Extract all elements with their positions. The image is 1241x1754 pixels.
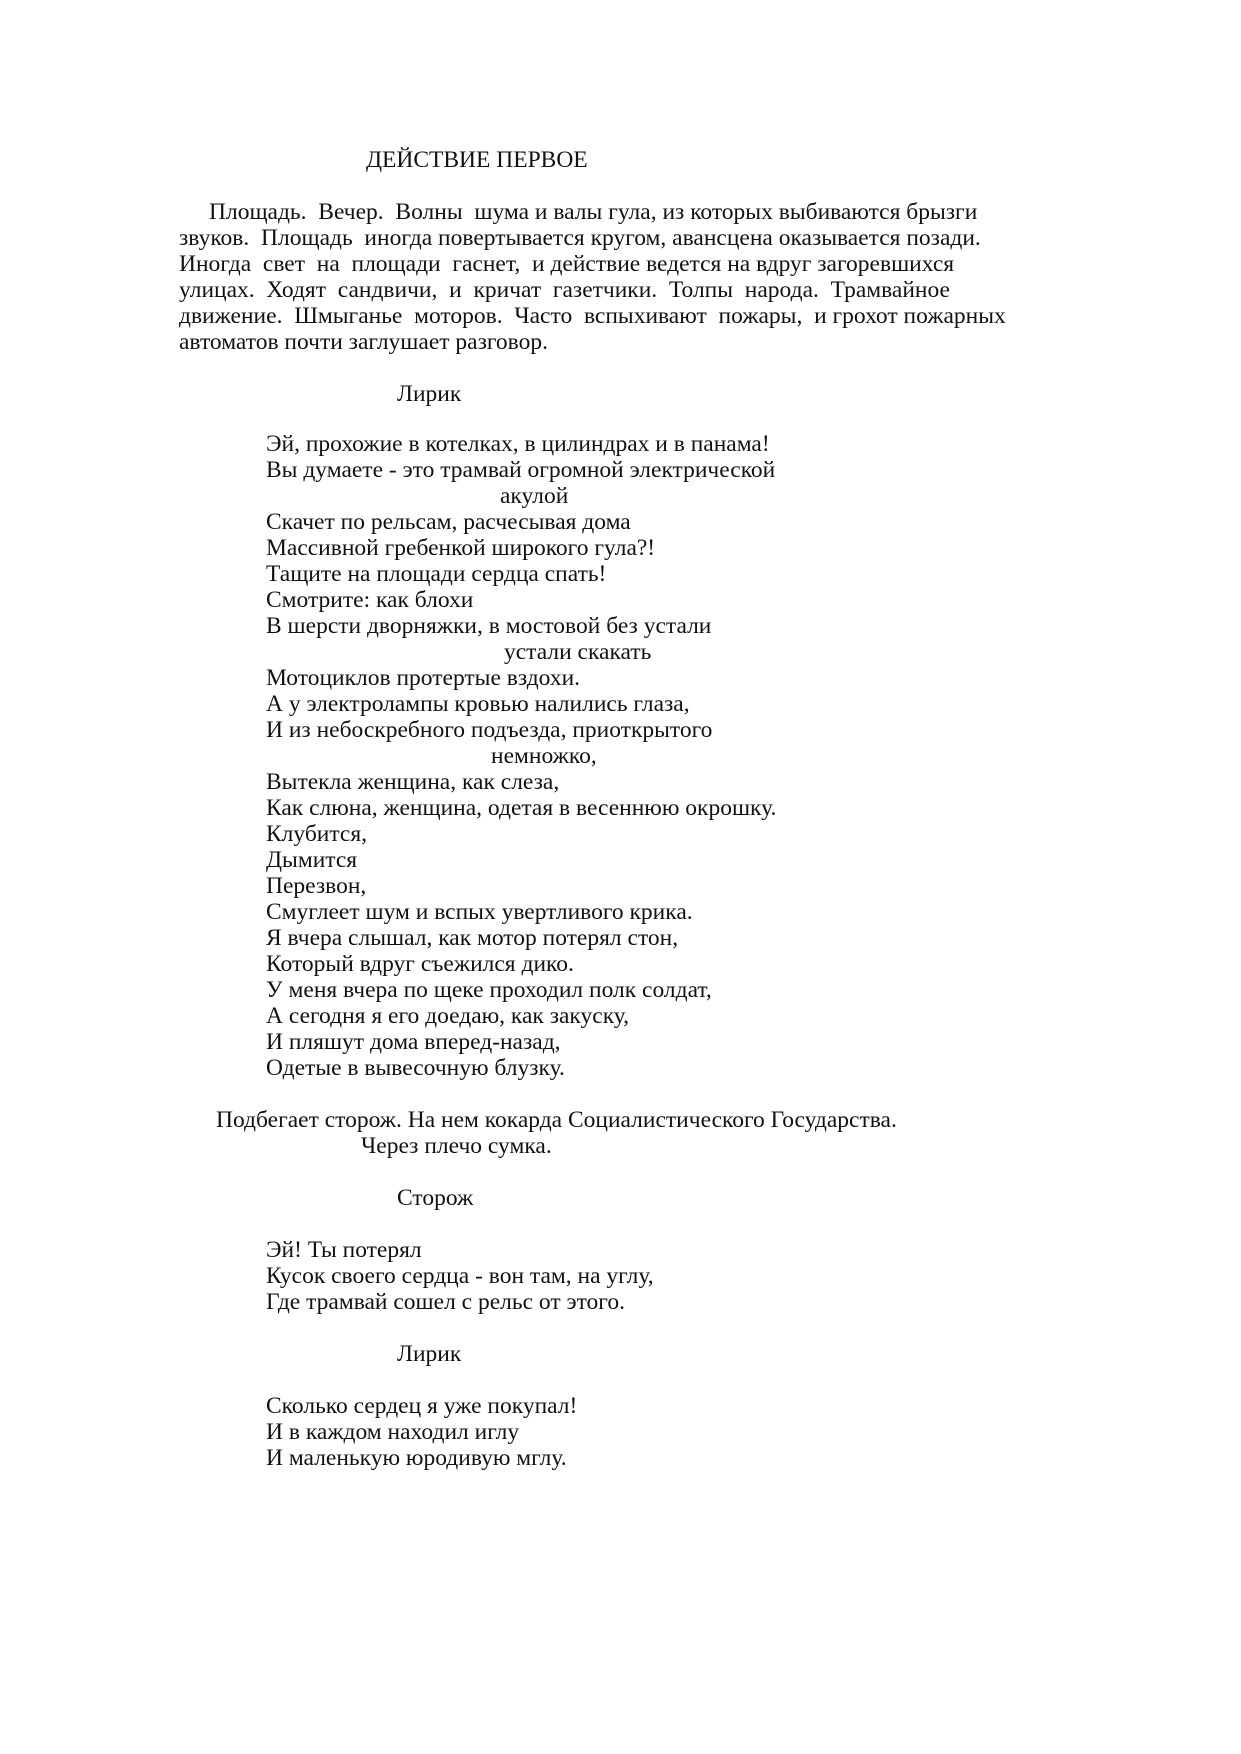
stage-direction-line: Подбегает сторож. На нем кокарда Социалистического Государства. [216,1107,897,1133]
verse-line: Эй, прохожие в котелках, в цилиндрах и в панама! [266,431,770,457]
verse-line: У меня вчера по щеке проходил полк солдат, [266,977,712,1003]
verse-line: Как слюна, женщина, одетая в весеннюю окрошку. [266,795,777,821]
verse-line: Вы думаете - это трамвай огромной электрической [266,457,776,483]
verse-line: Смуглеет шум и вспых увертливого крика. [266,899,693,925]
verse-line: И из небоскребного подъезда, приоткрытого [266,717,713,743]
verse-line: И в каждом находил иглу [266,1419,520,1445]
verse-line: Перезвон, [266,873,367,899]
verse-line: Клубится, [266,821,368,847]
verse-line-continuation: устали скакать [504,639,652,665]
stage-direction-line: Через плечо сумка. [361,1133,552,1159]
verse-line: Я вчера слышал, как мотор потерял стон, [266,925,679,951]
verse-line: Вытекла женщина, как слеза, [266,769,560,795]
verse-line: Который вдруг съежился дико. [266,951,574,977]
verse-line: Кусок своего сердца - вон там, на углу, [266,1263,654,1289]
verse-line: А сегодня я его доедаю, как закуску, [266,1003,630,1029]
verse-line: Массивной гребенкой широкого гула?! [266,535,656,561]
speaker-name: Лирик [397,1341,462,1367]
verse-line: Эй! Ты потерял [266,1237,422,1263]
verse-line: Тащите на площади сердца спать! [266,561,607,587]
verse-line: Дымится [266,847,358,873]
stage-direction-line: звуков. Площадь иногда повертывается кругом, авансцена оказывается позади. [179,225,981,251]
speaker-name: Сторож [397,1185,474,1211]
stage-direction-line: автоматов почти заглушает разговор. [179,329,548,355]
stage-direction-line: Иногда свет на площади гаснет, и действие ведется на вдруг загоревшихся [179,251,955,277]
stage-direction-line: улицах. Ходят сандвичи, и кричат газетчики. Толпы народа. Трамвайное [179,277,950,303]
act-title: ДЕЙСТВИЕ ПЕРВОЕ [366,147,588,173]
verse-line-continuation: немножко, [491,743,597,769]
verse-line: И маленькую юродивую мглу. [266,1445,567,1471]
stage-direction-line: движение. Шмыганье моторов. Часто вспыхивают пожары, и грохот пожарных [179,303,1006,329]
verse-line: Скачет по рельсам, расчесывая дома [266,509,631,535]
verse-line: Сколько сердец я уже покупал! [266,1393,578,1419]
stage-direction-line: Площадь. Вечер. Волны шума и валы гула, из которых выбиваются брызги [209,199,978,225]
verse-line-continuation: акулой [500,483,569,509]
verse-line: В шерсти дворняжки, в мостовой без устали [266,613,712,639]
verse-line: А у электролампы кровью налились глаза, [266,691,690,717]
verse-line: Смотрите: как блохи [266,587,474,613]
verse-line: Где трамвай сошел с рельс от этого. [266,1289,625,1315]
verse-line: И пляшут дома вперед-назад, [266,1029,561,1055]
verse-line: Мотоциклов протертые вздохи. [266,665,581,691]
verse-line: Одетые в вывесочную блузку. [266,1055,565,1081]
speaker-name: Лирик [397,381,462,407]
